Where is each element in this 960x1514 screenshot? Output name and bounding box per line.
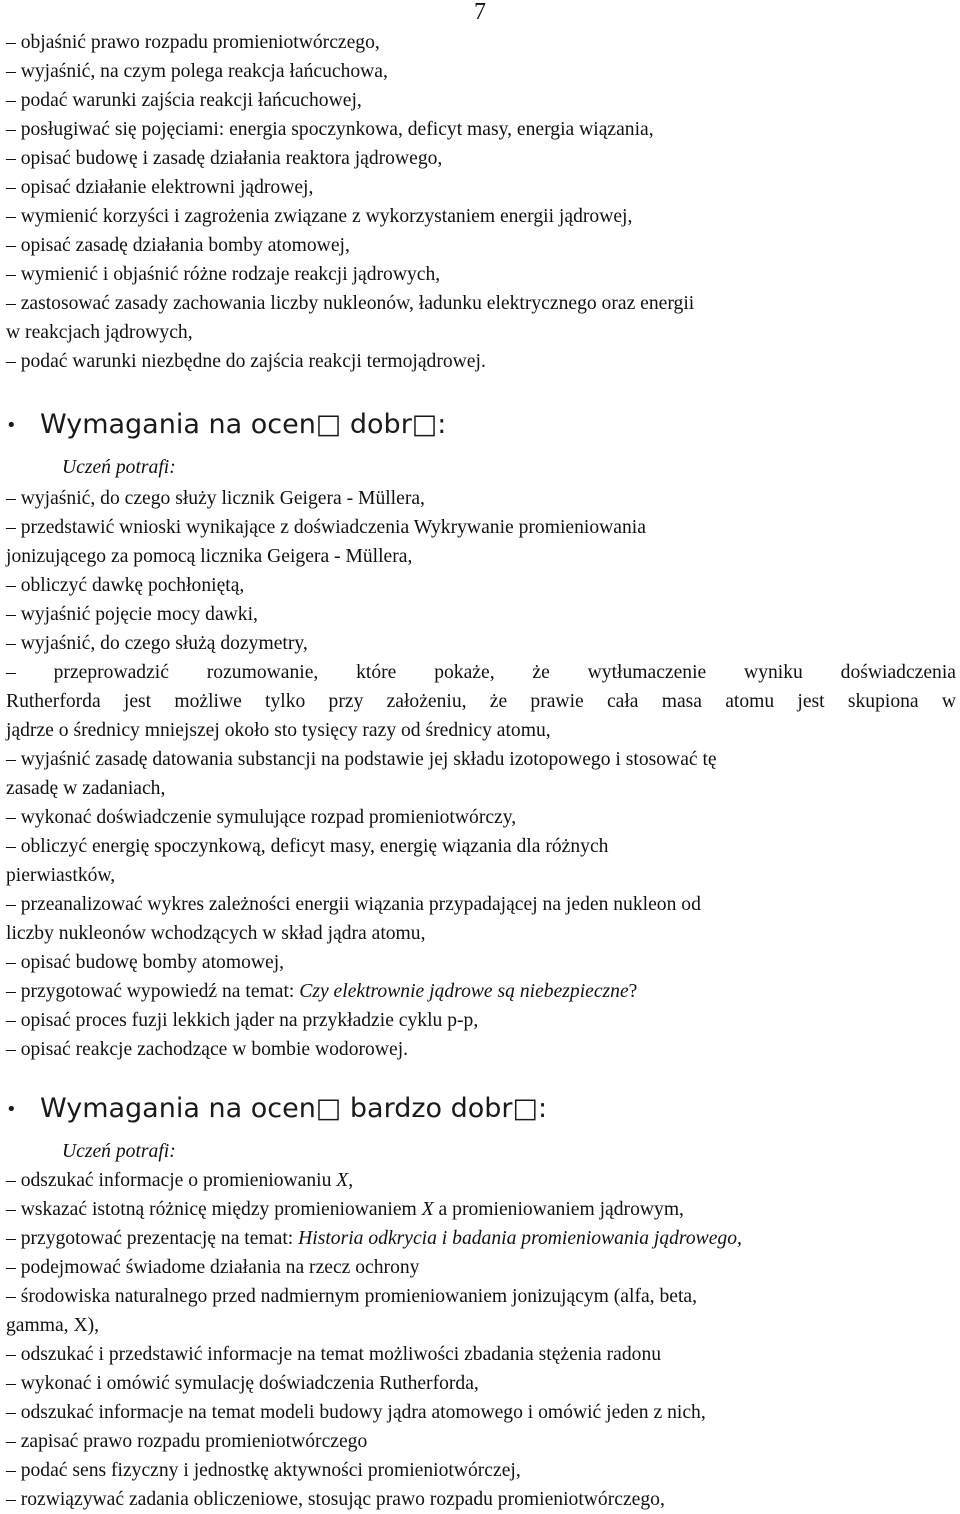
list-item: – obliczyć dawkę pochłoniętą, (6, 575, 245, 596)
list-item: – wyjaśnić zasadę datowania substancji na podstawie jej składu izotopowego i stosować tę (6, 749, 717, 770)
item-prefix: – odszukać informacje o promieniowaniu (6, 1170, 337, 1191)
list-item: – obliczyć energię spoczynkową, deficyt masy, energię wiązania dla różnych (6, 836, 609, 857)
list-item: – wymienić i objaśnić różne rodzaje reakcji jądrowych, (6, 264, 441, 285)
list-item: – przedstawić wnioski wynikające z doświadczenia Wykrywanie promieniowania (6, 517, 646, 538)
item-prefix: – wskazać istotną różnicę między promieniowaniem (6, 1199, 422, 1220)
section-3-list (6, 1166, 956, 1514)
list-item: – objaśnić prawo rozpadu promieniotwórczego, (6, 32, 380, 53)
list-item (6, 977, 956, 1006)
list-item: – rozwiązywać zadania obliczeniowe, stosując prawo rozpadu promieniotwórczego, (6, 1489, 665, 1510)
list-item: – wymienić korzyści i zagrożenia związane z wykorzystaniem energii jądrowej, (6, 206, 633, 227)
presentation-title: Historia odkrycia i badania promieniowania jądrowego, (298, 1228, 742, 1249)
list-item: – przeprowadzić rozumowanie, które pokaże, że wytłumaczenie wyniku doświadczenia (6, 662, 956, 683)
list-item: – wyjaśnić, na czym polega reakcja łańcuchowa, (6, 61, 388, 82)
heading-text: Wymagania na ocen□ bardzo dobr□: (40, 1093, 548, 1124)
list-item-continuation: pierwiastków, (6, 865, 116, 886)
item-suffix: , (348, 1170, 354, 1191)
list-item (6, 1195, 956, 1224)
list-item: – opisać proces fuzji lekkich jąder na przykładzie cyklu p-p, (6, 1010, 479, 1031)
list-item: – podejmować świadome działania na rzecz ochrony (6, 1257, 420, 1278)
list-item: – opisać reakcje zachodzące w bombie wodorowej. (6, 1039, 409, 1060)
item-x: X (421, 1199, 434, 1220)
essay-suffix: ? (628, 981, 638, 1002)
section-heading-good (6, 408, 446, 443)
list-item: – zapisać prawo rozpadu promieniotwórczego (6, 1431, 368, 1452)
list-item: – podać warunki zajścia reakcji łańcuchowej, (6, 90, 362, 111)
list-item: – wyjaśnić, do czego służą dozymetry, (6, 633, 308, 654)
essay-prefix: – przygotować wypowiedź na temat: (6, 981, 300, 1002)
list-item: – podać sens fizyczny i jednostkę aktywności promieniotwórczej, (6, 1460, 521, 1481)
item-suffix: a promieniowaniem jądrowym, (433, 1199, 684, 1220)
item-prefix: – przygotować prezentację na temat: (6, 1228, 299, 1249)
list-item (6, 1166, 956, 1195)
list-item-continuation: jądrze o średnicy mniejszej około sto tysięcy razy od średnicy atomu, (6, 720, 551, 741)
bullet-icon: • (6, 1098, 17, 1120)
list-item: – opisać działanie elektrowni jądrowej, (6, 177, 314, 198)
list-item: – posługiwać się pojęciami: energia spoczynkowa, deficyt masy, energia wiązania, (6, 119, 654, 140)
list-item: – przeanalizować wykres zależności energii wiązania przypadającej na jeden nukleon od (6, 894, 701, 915)
list-item: – opisać zasadę działania bomby atomowej, (6, 235, 350, 256)
list-item-continuation: Rutherforda jest możliwe tylko przy założeniu, że prawie cała masa atomu jest skupiona w (6, 691, 956, 712)
list-item: – odszukać informacje na temat modeli budowy jądra atomowego i omówić jeden z nich, (6, 1402, 706, 1423)
section-2-list (6, 484, 956, 1064)
list-item: – opisać budowę i zasadę działania reaktora jądrowego, (6, 148, 443, 169)
list-item-continuation: zasadę w zadaniach, (6, 778, 166, 799)
list-item-continuation: gamma, X), (6, 1315, 100, 1336)
list-item: – opisać budowę bomby atomowej, (6, 952, 285, 973)
item-x: X (336, 1170, 349, 1191)
list-item: – wykonać doświadczenie symulujące rozpad promieniotwórczy, (6, 807, 517, 828)
heading-text: Wymagania na ocen□ dobr□: (40, 409, 447, 440)
list-item: – wykonać i omówić symulację doświadczenia Rutherforda, (6, 1373, 479, 1394)
section-heading-very-good (6, 1092, 547, 1127)
list-item-continuation: w reakcjach jądrowych, (6, 322, 193, 343)
bullet-icon: • (6, 414, 17, 436)
section-1-list (6, 28, 956, 376)
list-item-continuation: jonizującego za pomocą licznika Geigera - Müllera, (6, 546, 413, 567)
list-item: – podać warunki niezbędne do zajścia reakcji termojądrowej. (6, 351, 486, 372)
essay-title: Czy elektrownie jądrowe są niebezpieczne (299, 981, 629, 1002)
list-item-continuation: liczby nukleonów wchodzących w skład jądra atomu, (6, 923, 426, 944)
list-item: – wyjaśnić, do czego służy licznik Geigera - Müllera, (6, 488, 425, 509)
subheading: Uczeń potrafi: (62, 1141, 176, 1162)
list-item (6, 1224, 956, 1253)
list-item: – odszukać i przedstawić informacje na temat możliwości zbadania stężenia radonu (6, 1344, 662, 1365)
list-item: – środowiska naturalnego przed nadmiernym promieniowaniem jonizującym (alfa, beta, (6, 1286, 697, 1307)
page-number: 7 (474, 0, 486, 25)
subheading: Uczeń potrafi: (62, 457, 176, 478)
list-item: – wyjaśnić pojęcie mocy dawki, (6, 604, 258, 625)
list-item: – zastosować zasady zachowania liczby nukleonów, ładunku elektrycznego oraz energii (6, 293, 695, 314)
